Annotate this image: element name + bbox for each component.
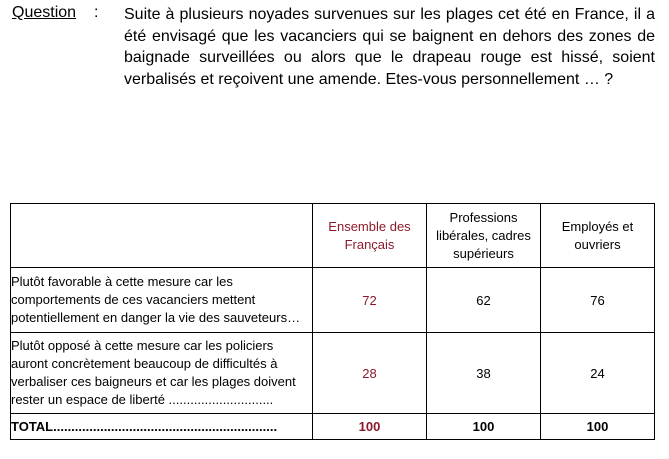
cell-favorable-employes: 76: [541, 268, 655, 333]
cell-total-professions: 100: [427, 414, 541, 440]
header-empty-cell: [11, 204, 313, 268]
cell-oppose-employes: 24: [541, 333, 655, 414]
cell-oppose-ensemble: 28: [313, 333, 427, 414]
cell-favorable-professions: 62: [427, 268, 541, 333]
row-label-oppose: Plutôt opposé à cette mesure car les policiers auront concrètement beaucoup de difficultés à verbaliser ces baigneurs et car les plages doivent rester un espace de liberté .............................: [11, 333, 313, 414]
table-row-favorable: [11, 268, 655, 333]
cell-total-ensemble: 100: [313, 414, 427, 440]
cell-total-employes: 100: [541, 414, 655, 440]
header-ensemble-francais: Ensemble des Français: [313, 204, 427, 268]
results-table: [10, 203, 655, 440]
table-row-oppose: [11, 333, 655, 414]
question-label: Question: [12, 4, 77, 21]
header-professions-liberales: Professions libérales, cadres supérieurs: [427, 204, 541, 268]
header-employes-ouvriers: Employés et ouvriers: [541, 204, 655, 268]
row-label-favorable: Plutôt favorable à cette mesure car les comportements de ces vacanciers mettent potentiellement en danger la vie des sauveteurs…: [11, 268, 313, 333]
table-header-row: [11, 204, 655, 268]
cell-favorable-ensemble: 72: [313, 268, 427, 333]
cell-oppose-professions: 38: [427, 333, 541, 414]
table-row-total: [11, 414, 655, 440]
question-colon: :: [94, 4, 99, 21]
row-label-total: TOTAL..............................................................: [11, 414, 313, 440]
question-text: Suite à plusieurs noyades survenues sur les plages cet été en France, il a été envisagé que les vacanciers qui se baignent en dehors des zones de baignade surveillées ou alors que le drapeau rouge est hissé, soient verbalisés et reçoivent une amende. Etes-vous personnellement … ?: [124, 6, 655, 88]
